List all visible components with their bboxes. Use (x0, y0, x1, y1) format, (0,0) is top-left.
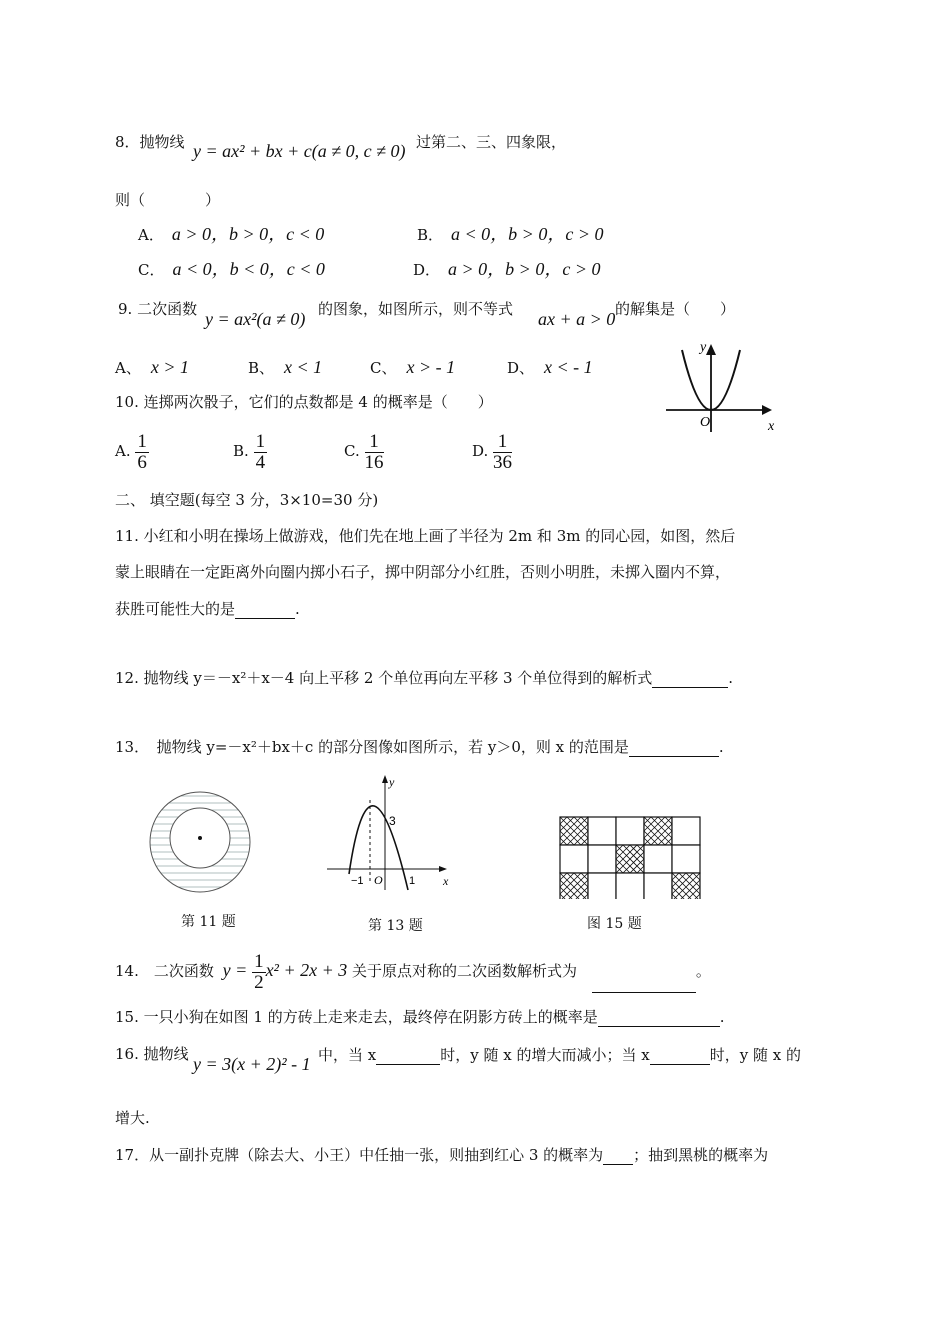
q15-text: 15. 一只小狗在如图 1 的方砖上走来走去，最终停在阴影方砖上的概率是 . (115, 1008, 725, 1026)
q9-inequality: ax + a > 0 (538, 309, 616, 329)
q15-answer-blank[interactable] (598, 1006, 720, 1027)
section2-title: 二、 填空题(每空 3 分，3×10=30 分) (115, 491, 379, 509)
fig13-y-label: y (389, 775, 395, 789)
q11-line1: 11. 小红和小明在操场上做游戏，他们先在地上画了半径为 2m 和 3m 的同心园，如图，然后 (115, 527, 736, 545)
q9-mid: 的图象，如图所示，则不等式 (318, 300, 514, 318)
fig13-parabola-graph (325, 772, 457, 892)
q9-option-b[interactable]: B、 x < 1 (248, 357, 323, 377)
q14-answer-blank[interactable] (592, 952, 696, 993)
q16-formula: y = 3(x + 2)² - 1 (193, 1054, 311, 1074)
fig13-x-arrow-icon (439, 866, 447, 872)
q17-text: 17．从一副扑克牌（除去大、小王）中任抽一张，则抽到红心 3 的概率为 ；抽到黑桃的概率为 (115, 1146, 769, 1164)
fig13-x-label: x (443, 874, 449, 888)
q10-option-b[interactable]: B. $\frac{1}{4}$ (233, 430, 266, 473)
fig11-caption: 第 11 题 (181, 914, 236, 930)
q10-option-c[interactable]: C. $\frac{1}{16}$ (344, 430, 384, 473)
fig13-intercept-3: 3 (389, 814, 396, 828)
q8-option-c[interactable]: C． a < 0，b < 0，c < 0 (138, 259, 325, 279)
q16-line2: 增大. (115, 1109, 150, 1127)
q9-graph-origin: O (700, 415, 711, 430)
q10-text: 10. 连掷两次骰子，它们的点数都是 4 的概率是（ ） (115, 393, 493, 411)
q16-answer-blank-2[interactable] (650, 1044, 710, 1065)
q12-text: 12. 抛物线 y＝－x²＋x－4 向上平移 2 个单位再向左平移 3 个单位得到的解析式 . (115, 669, 734, 687)
q8-option-d[interactable]: D． a > 0，b > 0，c > 0 (413, 259, 601, 279)
q9-graph-y-label: y (700, 340, 707, 355)
fig13-caption: 第 13 题 (368, 918, 423, 934)
q9-graph-x-label: x (768, 419, 775, 434)
q10-option-d[interactable]: D. $\frac{1}{36}$ (472, 430, 513, 473)
q10-option-a[interactable]: A. $\frac{1}{6}$ (115, 430, 147, 473)
q9-formula: y = ax²(a ≠ 0) (205, 309, 306, 329)
fig15-tile (644, 873, 672, 899)
fig15-tile (560, 845, 588, 873)
q11-line3: 获胜可能性大的是 . (115, 600, 300, 618)
q12-answer-blank[interactable] (652, 667, 728, 688)
fig13-y-arrow-icon (382, 775, 388, 783)
q11-answer-blank[interactable] (235, 598, 295, 619)
q9-option-a[interactable]: A、 x > 1 (115, 357, 189, 377)
fig15-tile (588, 817, 616, 845)
fig15-tile (588, 873, 616, 899)
q9-parabola-graph (660, 336, 780, 436)
fig15-tile (672, 817, 700, 845)
q13-answer-blank[interactable] (629, 736, 719, 757)
q16-stem: 16. 抛物线 (115, 1045, 189, 1063)
fig13-tick-1: 1 (409, 875, 416, 887)
q9-y-arrow-icon (706, 344, 716, 355)
q17-answer-blank[interactable] (603, 1144, 633, 1165)
q9-tail: 的解集是（ ） (615, 300, 736, 318)
fig15-caption: 图 15 题 (587, 916, 642, 932)
fig15-tile (616, 873, 644, 899)
fig15-tile (644, 845, 672, 873)
q9-x-arrow-icon (762, 405, 772, 415)
fig15-tile (616, 817, 644, 845)
q8-formula: y = ax² + bx + c(a ≠ 0, c ≠ 0) (193, 141, 406, 161)
fig15-tile (672, 845, 700, 873)
q8-tail: 过第二、三、四象限， (416, 133, 567, 151)
fig13-tick-neg1: −1 (351, 875, 364, 887)
q14-fraction: $\frac{1}{2}$ (254, 950, 264, 993)
q8-option-a[interactable]: A． a > 0，b > 0，c < 0 (138, 224, 325, 244)
q16-answer-blank-1[interactable] (376, 1044, 440, 1065)
q9-option-c[interactable]: C、 x > - 1 (370, 357, 456, 377)
q9-option-d[interactable]: D、 x < - 1 (507, 357, 593, 377)
q8-stem: 8．抛物线 (115, 133, 185, 151)
q8-option-b[interactable]: B． a < 0，b > 0，c > 0 (417, 224, 604, 244)
q11-line2: 蒙上眼睛在一定距离外向圈内掷小石子，掷中阴部分小红胜，否则小明胜，未掷入圈内不算， (115, 563, 731, 581)
fig13-origin: O (374, 873, 383, 887)
fig15-tile-grid (558, 815, 702, 899)
fig11-center-dot (198, 836, 202, 840)
fig15-tile (588, 845, 616, 873)
q14-line: 14. 二次函数 y = $\frac{1}{2}$ x² + 2x + 3 关于原点对称的二次函数解析式为 。 (115, 950, 711, 993)
q16-line: 中，当 x 时，y 随 x 的增大而减小；当 x 时，y 随 x 的 (318, 1046, 801, 1064)
q8-then: 则（ ） (115, 191, 221, 209)
q9-stem: 9. 二次函数 (118, 300, 198, 318)
q13-text: 13． 抛物线 y=－x²＋bx＋c 的部分图像如图所示，若 y＞0，则 x 的范围是 . (115, 738, 724, 756)
fig11-concentric-circles (144, 786, 256, 898)
